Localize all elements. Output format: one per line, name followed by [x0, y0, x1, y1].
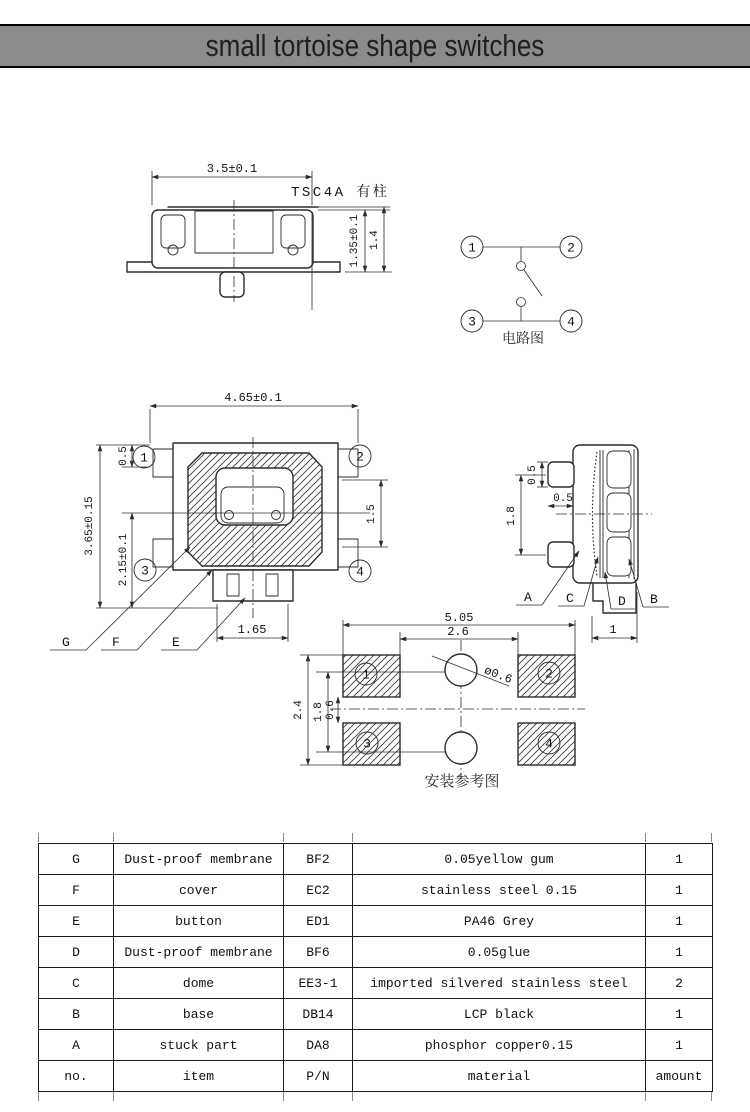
circuit-pin-3-number: 3	[468, 314, 476, 330]
right-dim-pitch-label: 1.8	[506, 506, 518, 526]
mount-dim-gap-label: 0.6	[325, 700, 337, 720]
top-view-drawing	[50, 391, 388, 650]
part-label-B-text: B	[650, 592, 658, 607]
table-cell: D	[39, 937, 114, 968]
table-cell: base	[114, 999, 284, 1030]
table-cell: dome	[114, 968, 284, 999]
table-cell: Dust-proof membrane	[114, 937, 284, 968]
mount-dim-hole-dia-label: ø0.6	[482, 663, 515, 687]
mount-pin-1-number: 1	[362, 667, 370, 683]
top-dim-offset-label: 0.5	[118, 446, 130, 466]
table-cell: EC2	[284, 875, 353, 906]
table-cell: F	[39, 875, 114, 906]
table-cell: 1	[646, 999, 713, 1030]
page-title: small tortoise shape switches	[205, 28, 545, 63]
top-dim-width-label: 4.65±0.1	[224, 391, 282, 405]
part-label-E-text: E	[172, 635, 180, 650]
side-dim-h2-label: 1.4	[369, 230, 381, 250]
part-label-D-text: D	[618, 594, 626, 609]
side-dim-width-label: 3.5±0.1	[206, 162, 258, 176]
top-dim-half-label: 2.15±0.1	[118, 533, 130, 587]
mount-dim-gap	[325, 697, 338, 723]
table-cell: button	[114, 906, 284, 937]
mount-dim-hole-pitch-label: 2.6	[447, 625, 469, 639]
top-pin-4-number: 4	[356, 564, 364, 580]
table-cell: 1	[646, 937, 713, 968]
top-pin-4	[349, 560, 371, 582]
part-label-A-text: A	[524, 590, 532, 605]
top-dim-button-label: 1.5	[366, 504, 378, 524]
table-cell: BF2	[284, 844, 353, 875]
top-dim-height-label: 3.65±0.15	[84, 496, 96, 556]
table-header-cell: item	[114, 1061, 284, 1092]
table-header-row	[39, 1061, 713, 1092]
circuit-pin-3	[461, 310, 483, 332]
part-label-E	[161, 598, 245, 650]
title-bar	[0, 24, 750, 68]
top-dim-stem-label: 1.65	[237, 623, 267, 637]
model-label: TSC4A 有柱	[291, 185, 390, 201]
right-dim-terminal-w	[548, 493, 573, 506]
parts-table	[38, 843, 713, 1092]
table-row	[39, 875, 713, 906]
table-cell: C	[39, 968, 114, 999]
table-row	[39, 968, 713, 999]
circuit-diagram	[461, 236, 582, 347]
mount-dim-pad-pitch-label: 1.8	[313, 702, 325, 722]
top-pin-3-number: 3	[141, 563, 149, 579]
table-cell: 1	[646, 844, 713, 875]
right-side-view-drawing	[506, 445, 669, 643]
mount-dim-total-h-label: 2.4	[293, 700, 305, 720]
side-dim-h1-label: 1.35±0.1	[349, 214, 361, 268]
table-cell: phosphor copper0.15	[353, 1030, 646, 1061]
table-cell: 1	[646, 1030, 713, 1061]
circuit-caption: 电路图	[502, 331, 544, 347]
top-dim-half	[118, 513, 132, 608]
top-pin-2-number: 2	[356, 449, 364, 465]
part-label-G-text: G	[62, 635, 70, 650]
top-pin-1	[133, 446, 155, 468]
table-cell: 0.05glue	[353, 937, 646, 968]
table-row	[39, 937, 713, 968]
top-dim-stem	[217, 604, 288, 642]
table-cell: LCP black	[353, 999, 646, 1030]
mount-pin-4-number: 4	[545, 736, 553, 752]
table-cell: Dust-proof membrane	[114, 844, 284, 875]
table-row	[39, 1030, 713, 1061]
table-cell: G	[39, 844, 114, 875]
mount-caption: 安装参考图	[424, 772, 500, 790]
table-row	[39, 906, 713, 937]
table-cell: stainless steel 0.15	[353, 875, 646, 906]
table-row	[39, 999, 713, 1030]
circuit-pin-2-number: 2	[567, 240, 575, 256]
table-cell: B	[39, 999, 114, 1030]
mount-dim-total-w-label: 5.05	[444, 611, 474, 625]
table-header-cell: P/N	[284, 1061, 353, 1092]
circuit-pin-1	[461, 236, 483, 258]
part-label-C-text: C	[566, 591, 574, 606]
right-dim-base	[592, 592, 637, 643]
circuit-pin-2	[560, 236, 582, 258]
table-cell: stuck part	[114, 1030, 284, 1061]
top-pin-3	[134, 559, 156, 581]
right-dim-terminal-h	[527, 462, 548, 487]
table-cell: BF6	[284, 937, 353, 968]
table-cell: EE3-1	[284, 968, 353, 999]
table-cell: DA8	[284, 1030, 353, 1061]
table-cell: 2	[646, 968, 713, 999]
right-dim-terminal-h-label: 0.5	[527, 465, 539, 485]
part-label-F-text: F	[112, 635, 120, 650]
table-cell: A	[39, 1030, 114, 1061]
right-dim-terminal-w-label: 0.5	[553, 493, 573, 505]
circuit-pin-4	[560, 310, 582, 332]
top-dim-button	[342, 480, 388, 547]
side-view-drawing	[127, 162, 392, 310]
table-cell: 1	[646, 875, 713, 906]
table-cell: cover	[114, 875, 284, 906]
circuit-pin-1-number: 1	[468, 240, 476, 256]
table-header-cell: material	[353, 1061, 646, 1092]
table-cell: imported silvered stainless steel	[353, 968, 646, 999]
top-pin-1-number: 1	[140, 450, 148, 466]
mounting-diagram	[293, 611, 585, 790]
mount-dim-hole-pitch	[400, 625, 518, 655]
table-cell: 0.05yellow gum	[353, 844, 646, 875]
mount-pin-2-number: 2	[545, 666, 553, 682]
table-row	[39, 844, 713, 875]
table-cell: ED1	[284, 906, 353, 937]
table-cell: PA46 Grey	[353, 906, 646, 937]
circuit-pin-4-number: 4	[567, 314, 575, 330]
mount-pin-3-number: 3	[363, 736, 371, 752]
table-header-cell: no.	[39, 1061, 114, 1092]
top-dim-width	[150, 391, 358, 443]
table-header-cell: amount	[646, 1061, 713, 1092]
right-dim-base-label: 1	[609, 623, 617, 637]
table-cell: DB14	[284, 999, 353, 1030]
table-cell: E	[39, 906, 114, 937]
table-cell: 1	[646, 906, 713, 937]
